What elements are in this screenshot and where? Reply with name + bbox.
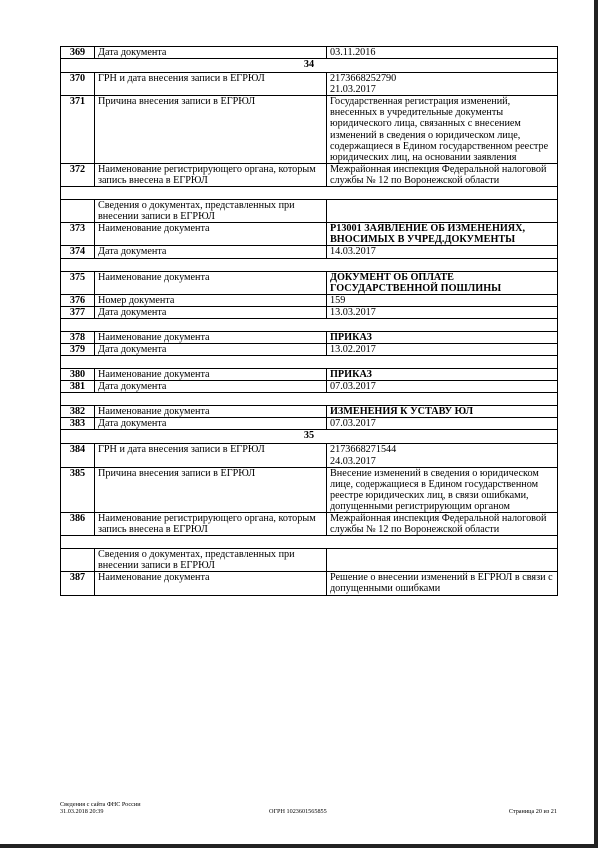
record-label: ГРН и дата внесения записи в ЕГРЮЛ — [95, 73, 327, 96]
record-row — [61, 513, 558, 536]
record-label: Сведения о документах, представленных при внесении записи в ЕГРЮЛ — [95, 200, 327, 223]
record-row — [61, 418, 558, 430]
spacer-cell — [61, 356, 558, 369]
record-row — [61, 163, 558, 186]
record-value: 2173668252790 21.03.2017 — [327, 73, 558, 96]
egrul-records-table — [60, 46, 558, 596]
section-header-row — [61, 59, 558, 73]
record-row — [61, 47, 558, 59]
record-number: 381 — [61, 381, 95, 393]
record-value: ИЗМЕНЕНИЯ К УСТАВУ ЮЛ — [327, 406, 558, 418]
record-row — [61, 246, 558, 258]
footer-source — [60, 801, 260, 816]
record-value: 14.03.2017 — [327, 246, 558, 258]
record-label: Наименование документа — [95, 406, 327, 418]
record-row — [61, 73, 558, 96]
record-value: 2173668271544 24.03.2017 — [327, 444, 558, 467]
spacer-cell — [61, 258, 558, 271]
record-value: ПРИКАЗ — [327, 369, 558, 381]
record-number: 380 — [61, 369, 95, 381]
record-number: 373 — [61, 223, 95, 246]
footer-source-title: Сведения с сайта ФНС России — [60, 801, 141, 808]
record-label: Дата документа — [95, 306, 327, 318]
record-number: 370 — [61, 73, 95, 96]
record-row — [61, 406, 558, 418]
record-number — [61, 549, 95, 572]
spacer-cell — [61, 393, 558, 406]
record-number: 376 — [61, 294, 95, 306]
record-number: 375 — [61, 271, 95, 294]
record-value: 07.03.2017 — [327, 381, 558, 393]
record-label: Наименование документа — [95, 369, 327, 381]
record-label: Наименование документа — [95, 271, 327, 294]
record-number: 379 — [61, 343, 95, 355]
record-row — [61, 223, 558, 246]
record-value — [327, 549, 558, 572]
record-value: Внесение изменений в сведения о юридическом лице, содержащиеся в Едином государственном реестре юридических лиц, в связи ошибками, допущенными регистрирующим органом — [327, 467, 558, 512]
record-value: ПРИКАЗ — [327, 331, 558, 343]
record-row — [61, 444, 558, 467]
record-value: Решение о внесении изменений в ЕГРЮЛ в связи с допущенными ошибками — [327, 572, 558, 595]
record-label: Наименование документа — [95, 572, 327, 595]
record-value: Р13001 ЗАЯВЛЕНИЕ ОБ ИЗМЕНЕНИЯХ, ВНОСИМЫХ В УЧРЕД.ДОКУМЕНТЫ — [327, 223, 558, 246]
record-row — [61, 467, 558, 512]
record-value: Межрайонная инспекция Федеральной налоговой службы № 12 по Воронежской области — [327, 513, 558, 536]
record-number: 374 — [61, 246, 95, 258]
record-label: Дата документа — [95, 381, 327, 393]
record-number: 387 — [61, 572, 95, 595]
record-value: 13.03.2017 — [327, 306, 558, 318]
spacer-row — [61, 393, 558, 406]
record-label: Дата документа — [95, 343, 327, 355]
record-value: 13.02.2017 — [327, 343, 558, 355]
record-row — [61, 369, 558, 381]
record-number: 377 — [61, 306, 95, 318]
record-row — [61, 331, 558, 343]
record-label: Наименование регистрирующего органа, которым запись внесена в ЕГРЮЛ — [95, 163, 327, 186]
record-row — [61, 271, 558, 294]
spacer-row — [61, 258, 558, 271]
record-row — [61, 96, 558, 164]
record-row — [61, 343, 558, 355]
record-number: 369 — [61, 47, 95, 59]
footer-page-number: Страница 20 из 21 — [508, 808, 557, 815]
record-row — [61, 549, 558, 572]
section-number: 34 — [61, 59, 558, 73]
record-value: ДОКУМЕНТ ОБ ОПЛАТЕ ГОСУДАРСТВЕННОЙ ПОШЛИНЫ — [327, 271, 558, 294]
footer-ogrn: ОГРН 1023601565855 — [269, 808, 327, 815]
spacer-cell — [61, 536, 558, 549]
record-number: 385 — [61, 467, 95, 512]
record-label: Сведения о документах, представленных при внесении записи в ЕГРЮЛ — [95, 549, 327, 572]
record-value: Государственная регистрация изменений, внесенных в учредительные документы юридического лица, связанных с внесением изменений в сведения о юридическом лице, содержащиеся в Едином государственном реестре юридических лиц, на основании заявления — [327, 96, 558, 164]
record-label: Номер документа — [95, 294, 327, 306]
section-header-row — [61, 430, 558, 444]
record-number: 382 — [61, 406, 95, 418]
record-row — [61, 572, 558, 595]
footer-source-date: 31.03.2018 20:39 — [60, 808, 104, 816]
record-value: 03.11.2016 — [327, 47, 558, 59]
record-label: Дата документа — [95, 47, 327, 59]
record-row — [61, 306, 558, 318]
spacer-row — [61, 356, 558, 369]
spacer-cell — [61, 318, 558, 331]
record-label: Дата документа — [95, 418, 327, 430]
record-row — [61, 200, 558, 223]
record-value: 07.03.2017 — [327, 418, 558, 430]
record-label: Наименование документа — [95, 223, 327, 246]
spacer-cell — [61, 187, 558, 200]
record-number — [61, 200, 95, 223]
record-number: 384 — [61, 444, 95, 467]
record-number: 383 — [61, 418, 95, 430]
record-number: 386 — [61, 513, 95, 536]
section-number: 35 — [61, 430, 558, 444]
record-label: Наименование документа — [95, 331, 327, 343]
spacer-row — [61, 318, 558, 331]
record-number: 372 — [61, 163, 95, 186]
record-number: 371 — [61, 96, 95, 164]
record-value: Межрайонная инспекция Федеральной налоговой службы № 12 по Воронежской области — [327, 163, 558, 186]
record-label: Наименование регистрирующего органа, которым запись внесена в ЕГРЮЛ — [95, 513, 327, 536]
record-value: 159 — [327, 294, 558, 306]
record-label: Причина внесения записи в ЕГРЮЛ — [95, 467, 327, 512]
record-value — [327, 200, 558, 223]
record-label: ГРН и дата внесения записи в ЕГРЮЛ — [95, 444, 327, 467]
spacer-row — [61, 187, 558, 200]
record-label: Дата документа — [95, 246, 327, 258]
record-row — [61, 294, 558, 306]
record-label: Причина внесения записи в ЕГРЮЛ — [95, 96, 327, 164]
record-number: 378 — [61, 331, 95, 343]
record-row — [61, 381, 558, 393]
spacer-row — [61, 536, 558, 549]
